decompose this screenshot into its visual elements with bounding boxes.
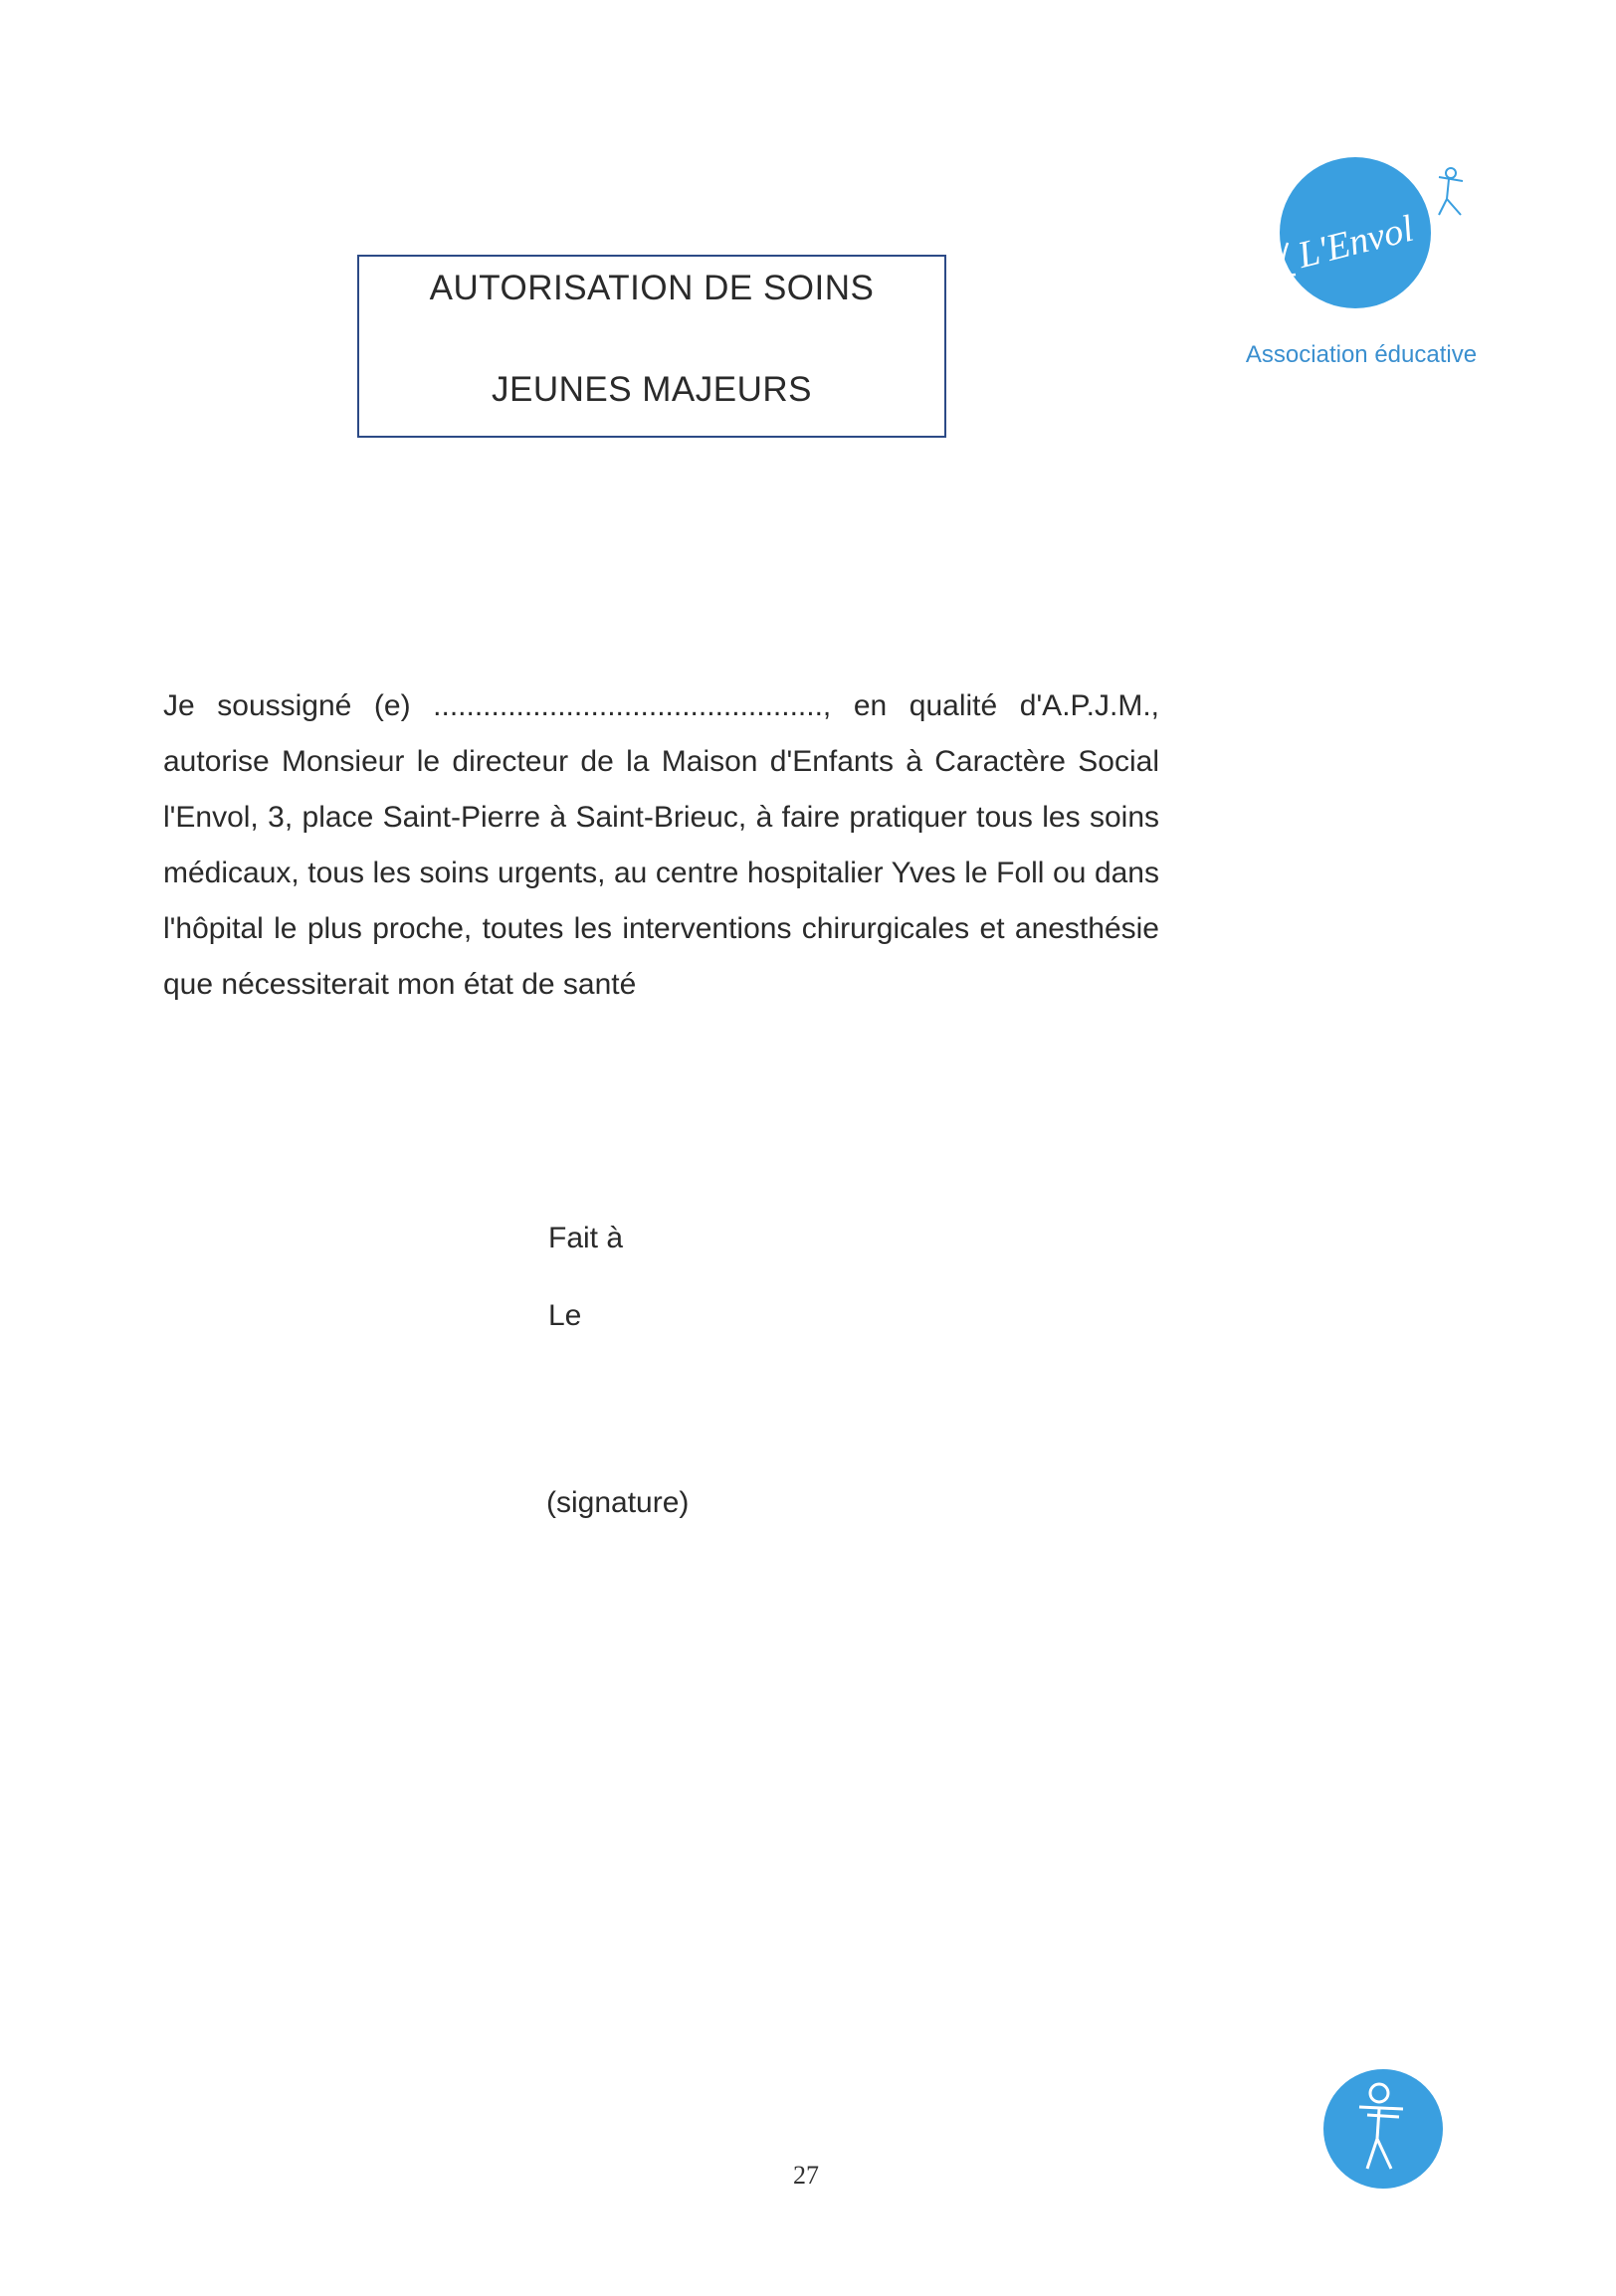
document-subtitle: JEUNES MAJEURS bbox=[491, 370, 813, 409]
authorization-paragraph: Je soussigné (e) ..............................................., en qualité d'A.P.J.M., autorise Monsieur le directeur de la Maison d'Enfants à Caractère Social l'Envol, 3, place Saint-Pierre à Saint-Brieuc, à faire pratiquer tous les soins médicaux, tous les soins urgents, au centre hospitalier Yves le Foll ou dans l'hôpital le plus proche, toutes les interventions chirurgicales et anesthésie que nécessiterait mon état de santé bbox=[163, 689, 1159, 1001]
envol-figure-icon bbox=[1319, 2065, 1447, 2193]
logo-tagline: Association éducative bbox=[1245, 341, 1478, 368]
page-number: 27 bbox=[793, 2161, 819, 2190]
date-label: Le bbox=[548, 1299, 582, 1332]
signature-label: (signature) bbox=[546, 1486, 690, 1519]
svg-text:L'Envol: L'Envol bbox=[1294, 207, 1418, 277]
title-box bbox=[357, 255, 946, 438]
place-label: Fait à bbox=[548, 1222, 624, 1254]
envol-logo-icon bbox=[1244, 155, 1463, 314]
document-title: AUTORISATION DE SOINS bbox=[429, 269, 875, 307]
